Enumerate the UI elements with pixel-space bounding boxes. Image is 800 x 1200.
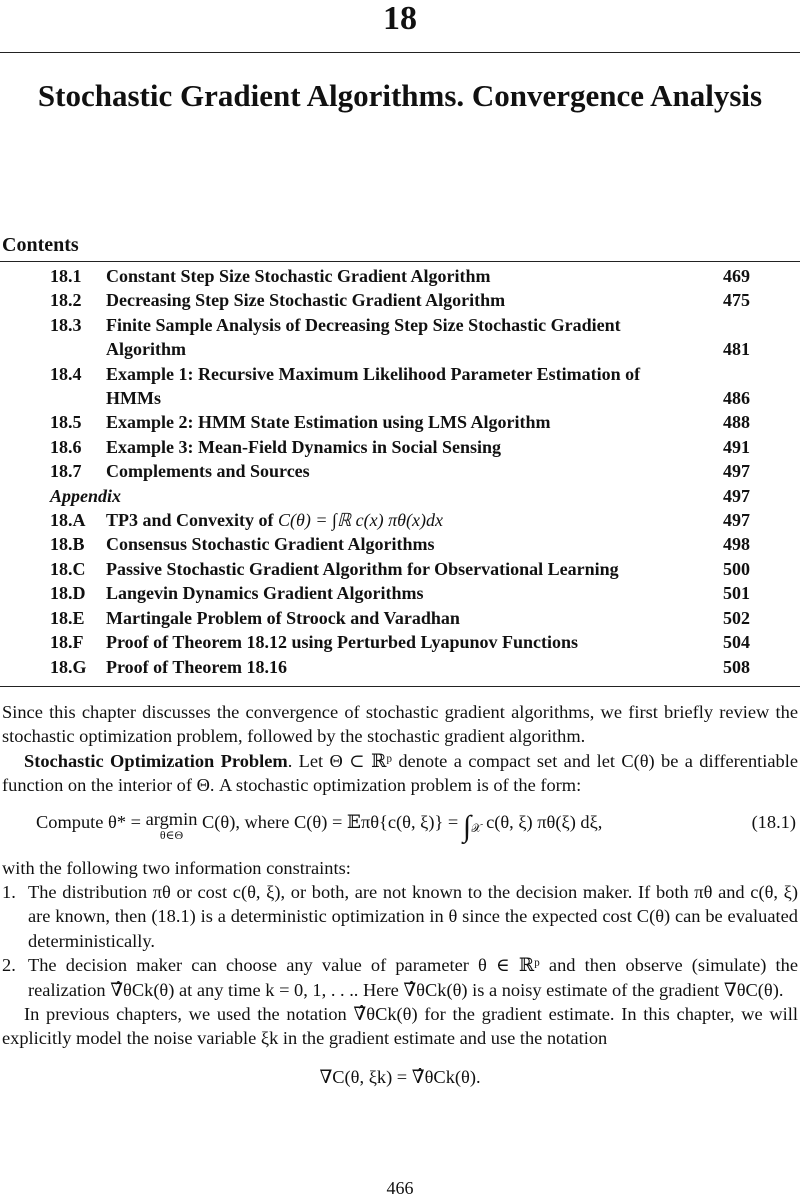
- contents-top-rule: [0, 261, 800, 262]
- table-of-contents: [0, 264, 800, 679]
- toc-entry[interactable]: [0, 581, 800, 605]
- toc-section-number: 18.5: [50, 412, 82, 433]
- toc-page-number: 508: [723, 656, 750, 677]
- toc-section-number: 18.B: [50, 534, 85, 555]
- toc-page-number: 498: [723, 534, 750, 555]
- intro-paragraph: Since this chapter discusses the convergence of stochastic gradient algorithms, we first briefly review the stochastic optimization problem, followed by the stochastic gradient algorithm.: [2, 702, 798, 747]
- chapter-title: Stochastic Gradient Algorithms. Convergence Analysis: [37, 78, 763, 113]
- toc-entry[interactable]: [0, 362, 800, 411]
- toc-page-number: 500: [723, 558, 750, 579]
- chapter-number: 18: [383, 0, 417, 37]
- toc-entry[interactable]: [0, 313, 800, 362]
- page-number: 466: [386, 1178, 414, 1198]
- toc-section-number: 18.2: [50, 290, 82, 311]
- toc-page-number: 497: [723, 461, 750, 482]
- toc-section-title: Constant Step Size Stochastic Gradient Algorithm: [106, 266, 491, 286]
- toc-title-math: C(θ) = ∫ℝ c(x) πθ(x)dx: [278, 510, 443, 531]
- eq-middle: C(θ), where C(θ) = 𝔼πθ{c(θ, ξ)} =: [202, 811, 459, 832]
- toc-page-number: 488: [723, 412, 750, 433]
- toc-section-title: Proof of Theorem 18.12 using Perturbed Lyapunov Functions: [106, 632, 579, 653]
- toc-page-number: 475: [723, 290, 750, 311]
- toc-section-title: Passive Stochastic Gradient Algorithm for Observational Learning: [106, 558, 619, 579]
- toc-entry[interactable]: [0, 435, 800, 459]
- list-item-text: The decision maker can choose any value of parameter θ ∈ ℝᵖ and then observe (simulate) the realization ∇̂θCk(θ) at any time k = 0, 1, . . .. Here ∇̂θCk(θ) is a noisy estimate of the gradient ∇θC(θ).: [28, 955, 798, 1000]
- toc-page-number: 491: [723, 436, 750, 457]
- toc-page-number: 469: [723, 266, 750, 286]
- toc-section-number: 18.C: [50, 558, 86, 579]
- toc-entry[interactable]: [0, 655, 800, 679]
- constraints-intro: with the following two information constraints:: [2, 857, 351, 878]
- toc-section-title: Martingale Problem of Stroock and Varadhan: [106, 607, 460, 628]
- toc-section-title: Decreasing Step Size Stochastic Gradient Algorithm: [106, 290, 506, 311]
- toc-section-number: 18.7: [50, 461, 82, 482]
- toc-section-title: Finite Sample Analysis of Decreasing Step Size Stochastic Gradient Algorithm: [106, 314, 621, 360]
- problem-heading: Stochastic Optimization Problem: [24, 750, 288, 771]
- closing-paragraph: In previous chapters, we used the notation ∇̂θCk(θ) for the gradient estimate. In this chapter, we will explicitly model the noise variable ξk in the gradient estimate and use the notation: [2, 1004, 798, 1049]
- integral-domain: 𝒳: [471, 820, 482, 835]
- equation-18-1: [2, 798, 798, 856]
- toc-section-number: 18.D: [50, 583, 86, 604]
- toc-appendix-label: Appendix: [50, 485, 122, 506]
- list-item-number: 1.: [2, 882, 16, 903]
- toc-section-title: Complements and Sources: [106, 461, 310, 482]
- list-item: [2, 953, 798, 1002]
- toc-entry[interactable]: [0, 288, 800, 312]
- toc-entry[interactable]: [0, 459, 800, 483]
- toc-section-title: Proof of Theorem 18.16: [106, 656, 287, 677]
- equation-number: (18.1): [751, 811, 796, 832]
- toc-section-number: 18.3: [50, 314, 82, 335]
- toc-page-number: 497: [723, 510, 750, 531]
- problem-text: . Let Θ ⊂ ℝᵖ denote a compact set and let C(θ) be a differentiable function on the interior of Θ. A stochastic optimization problem is of the form:: [2, 750, 798, 796]
- toc-section-number: 18.1: [50, 266, 82, 286]
- contents-bottom-rule: [0, 686, 800, 687]
- toc-section-title: Example 2: HMM State Estimation using LMS Algorithm: [106, 412, 551, 433]
- toc-section-number: 18.4: [50, 363, 82, 384]
- toc-page-number: 486: [723, 388, 750, 409]
- toc-entry[interactable]: [0, 606, 800, 630]
- argmin-operator: [146, 810, 198, 842]
- body-text: [2, 700, 798, 1089]
- toc-entry[interactable]: [0, 532, 800, 556]
- argmin-subscript: θ∈Θ: [159, 827, 184, 842]
- eq-right: c(θ, ξ) πθ(ξ) dξ,: [486, 811, 603, 832]
- toc-section-number: 18.F: [50, 632, 84, 653]
- contents-heading: Contents: [2, 234, 79, 256]
- list-item-number: 2.: [2, 955, 16, 976]
- toc-section-number: 18.6: [50, 436, 82, 457]
- toc-title-text: TP3 and Convexity of: [106, 510, 274, 531]
- toc-page-number: 481: [723, 339, 750, 360]
- toc-page-number: 501: [723, 583, 750, 604]
- toc-page-number: 502: [723, 607, 750, 628]
- toc-section-title: Example 1: Recursive Maximum Likelihood Parameter Estimation of HMMs: [106, 363, 641, 409]
- toc-section-title: Example 3: Mean-Field Dynamics in Social Sensing: [106, 436, 502, 457]
- toc-page-number: 497: [723, 485, 750, 506]
- toc-section-number: 18.E: [50, 607, 85, 628]
- toc-entry[interactable]: [0, 508, 800, 532]
- toc-section-title: Consensus Stochastic Gradient Algorithms: [106, 534, 435, 555]
- toc-entry[interactable]: [0, 557, 800, 581]
- toc-entry[interactable]: [0, 630, 800, 654]
- toc-entry[interactable]: [0, 264, 800, 288]
- toc-entry[interactable]: [0, 410, 800, 434]
- toc-section-title: Langevin Dynamics Gradient Algorithms: [106, 583, 424, 604]
- toc-page-number: 504: [723, 632, 750, 653]
- toc-section-number: 18.A: [50, 510, 86, 531]
- header-rule: [0, 52, 800, 53]
- integral-sign: ∫: [462, 809, 472, 843]
- problem-paragraph: [2, 749, 798, 798]
- toc-entry-appendix[interactable]: [0, 484, 800, 508]
- list-item-text: The distribution πθ or cost c(θ, ξ), or both, are not known to the decision maker. If both πθ and c(θ, ξ) are known, then (18.1) is a deterministic optimization in θ since the expected cost C(θ) can be evaluated deterministically.: [28, 882, 798, 951]
- argmin-label: argmin: [145, 808, 198, 829]
- toc-section-title: [106, 484, 691, 508]
- equation-body: [36, 810, 602, 842]
- eq-left: Compute θ* =: [36, 811, 142, 832]
- list-item: [2, 880, 798, 953]
- toc-section-title: [106, 508, 691, 532]
- toc-section-number: 18.G: [50, 656, 87, 677]
- equation-gradient-notation: ∇C(θ, ξk) = ∇̂θCk(θ).: [319, 1066, 481, 1087]
